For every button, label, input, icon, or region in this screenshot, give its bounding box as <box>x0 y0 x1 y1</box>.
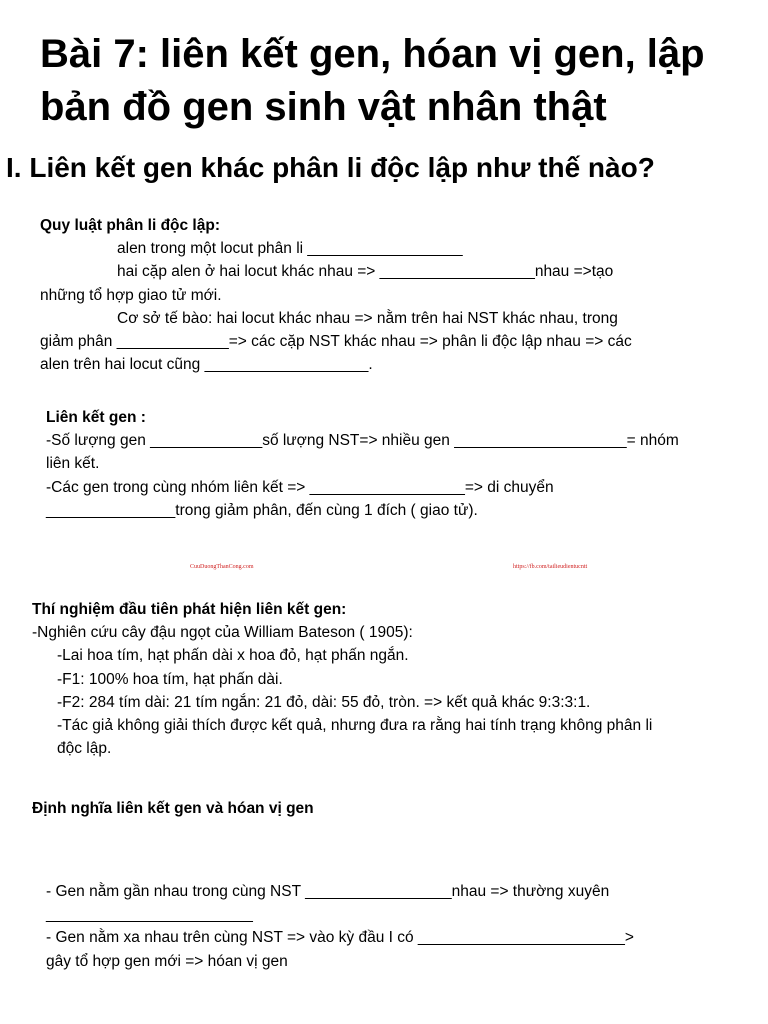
text-line: ________________________ <box>46 906 253 924</box>
text-line: giảm phân _____________=> các cặp NST khác nhau => phân li độc lập nhau => các <box>40 332 632 350</box>
independent-assortment-title: Quy luật phân li độc lập: <box>40 217 220 234</box>
text-line: -Lai hoa tím, hạt phấn dài x hoa đỏ, hạt phấn ngắn. <box>57 647 409 665</box>
text-line: _______________trong giảm phân, đến cùng 1 đích ( giao tử). <box>46 501 478 519</box>
definition-title: Định nghĩa liên kết gen và hóan vị gen <box>32 800 314 817</box>
gene-linkage-title: Liên kết gen : <box>46 409 146 426</box>
text-line: alen trên hai locut cũng ___________________. <box>40 356 373 374</box>
text-line: alen trong một locut phân li __________________ <box>117 240 463 258</box>
text-line: - Gen nằm gần nhau trong cùng NST _________________nhau => thường xuyên <box>46 883 610 900</box>
title-line-1: Bài 7: liên kết gen, hóan vị gen, lập <box>40 32 705 76</box>
watermark-left: CuuDuongThanCong.com <box>190 564 254 570</box>
watermark-right: https://fb.com/tailieudientucntt <box>513 564 588 570</box>
text-line: -Tác giả không giải thích được kết quả, nhưng đưa ra rằng hai tính trạng không phân li <box>57 716 653 734</box>
text-line: -F1: 100% hoa tím, hạt phấn dài. <box>57 670 283 688</box>
text-line: - Gen nằm xa nhau trên cùng NST => vào kỳ đầu I có ________________________> <box>46 929 634 947</box>
page-title <box>40 28 760 134</box>
text-line: độc lập. <box>57 740 112 758</box>
text-line: hai cặp alen ở hai locut khác nhau => __________________nhau =>tạo <box>117 263 614 281</box>
section-heading: I. Liên kết gen khác phân li độc lập như thế nào? <box>6 152 655 183</box>
text-line: -F2: 284 tím dài: 21 tím ngắn: 21 đỏ, dài: 55 đỏ, tròn. => kết quả khác 9:3:3:1. <box>57 693 591 711</box>
text-line: gây tổ hợp gen mới => hóan vị gen <box>46 952 288 970</box>
text-line: -Số lượng gen _____________số lượng NST=> nhiều gen ____________________= nhóm <box>46 432 679 450</box>
bullets-section <box>46 880 634 973</box>
definition-section <box>32 797 314 820</box>
text-line: Cơ sở tế bào: hai locut khác nhau => nằm trên hai NST khác nhau, trong <box>117 309 618 327</box>
experiment-section <box>32 598 652 760</box>
text-line: -Các gen trong cùng nhóm liên kết => __________________=> di chuyển <box>46 478 554 496</box>
independent-assortment-section <box>40 214 632 376</box>
gene-linkage-section <box>46 406 679 522</box>
text-line: những tổ hợp giao tử mới. <box>40 286 222 304</box>
title-line-2: bản đồ gen sinh vật nhân thật <box>40 85 607 129</box>
text-line: liên kết. <box>46 455 100 473</box>
experiment-title: Thí nghiệm đầu tiên phát hiện liên kết gen: <box>32 601 347 618</box>
experiment-intro: -Nghiên cứu cây đậu ngọt của William Bateson ( 1905): <box>32 624 413 642</box>
